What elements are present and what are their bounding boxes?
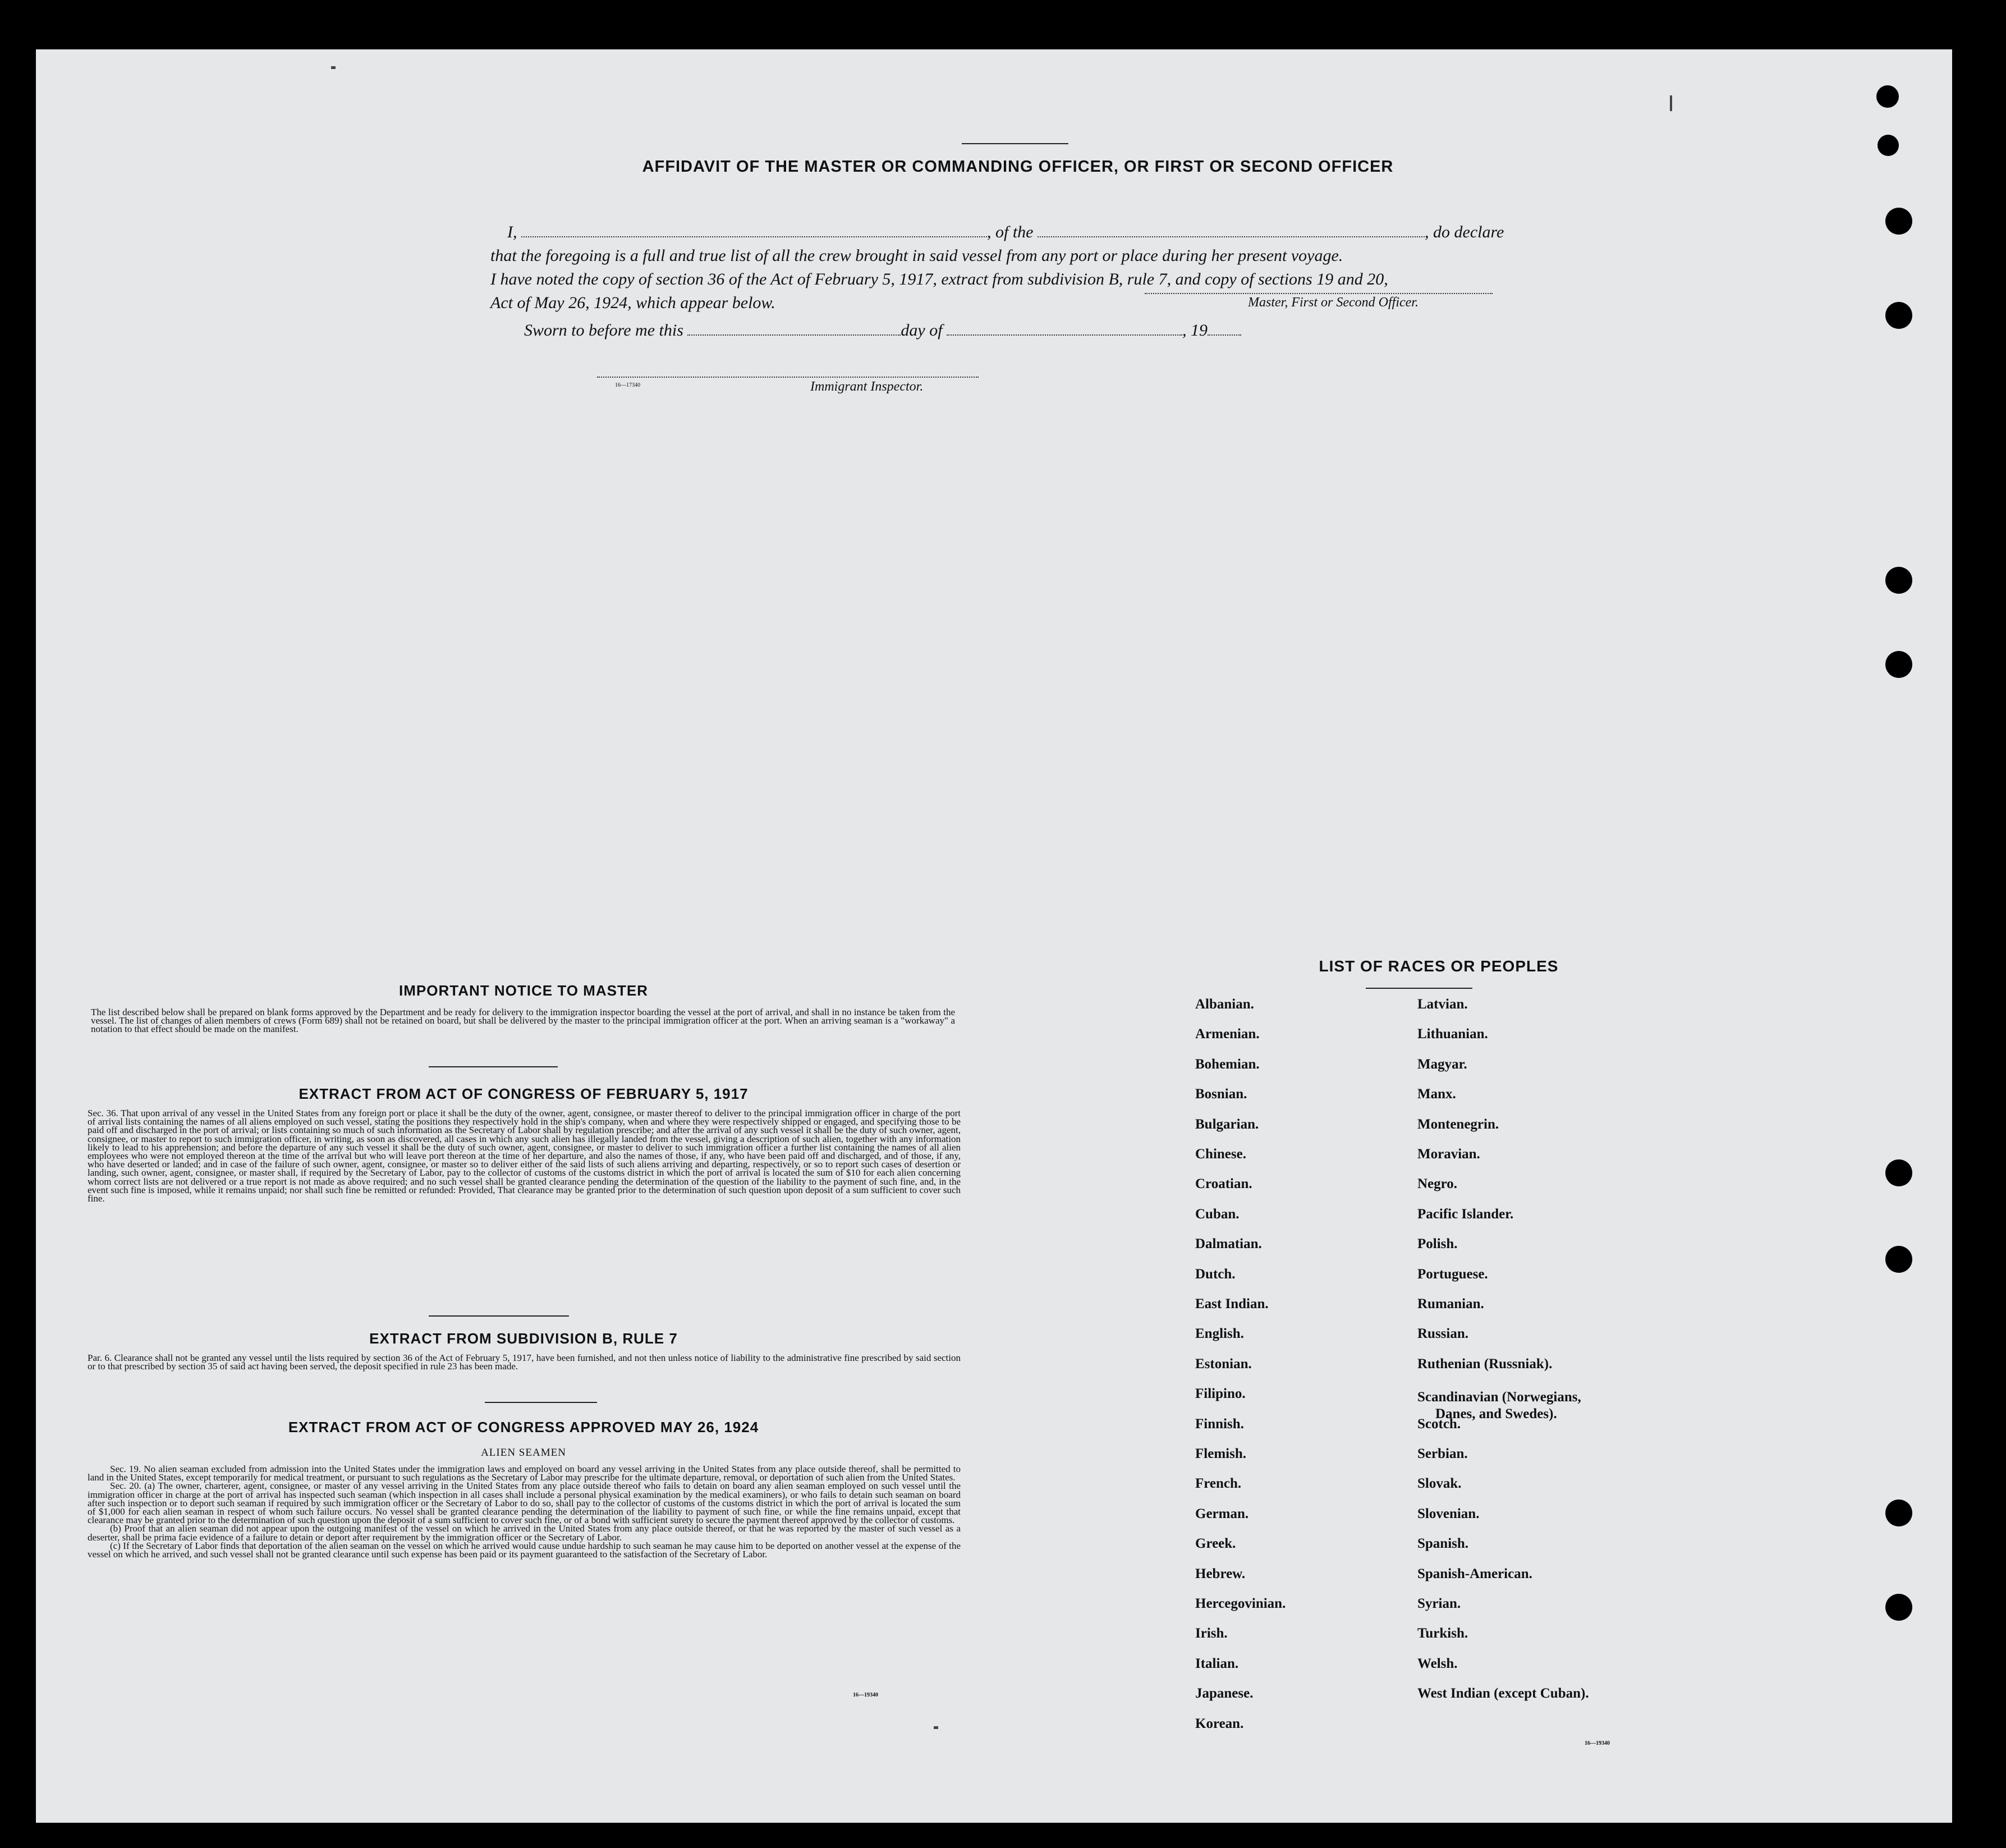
race-item: Magyar. (1417, 1056, 1467, 1072)
race-item: Slovenian. (1417, 1506, 1480, 1521)
race-item: Lithuanian. (1417, 1026, 1488, 1042)
race-item: West Indian (except Cuban). (1417, 1686, 1589, 1702)
affidavit-title: AFFIDAVIT OF THE MASTER OR COMMANDING OFFICER, OR FIRST OR SECOND OFFICER (642, 158, 1394, 176)
punch-hole (1878, 135, 1899, 156)
race-item: Rumanian. (1417, 1296, 1484, 1312)
i-label: I, (507, 223, 517, 241)
extract-rule7-text: Par. 6. Clearance shall not be granted any vessel until the lists required by section 36 of the Act of February 5, 1917, have been furnished, and not then unless notice of liability to the administrative fine prescribed by said section or to that prescribed by section 35 of said act having been served, the deposit specified in rule 23 has been made. (88, 1352, 961, 1372)
race-item: Portuguese. (1417, 1266, 1488, 1282)
sec-20b: (b) Proof that an alien seaman did not appear upon the outgoing manifest of the vessel on which he arrived in the United States from any place outside thereof, or that he was reported by the master of such vessel as a deserter, shall be prima facie evidence of a failure to detain or deport after requirement by the immigration officer or the Secretary of Labor. (88, 1523, 961, 1543)
race-item: Flemish. (1195, 1446, 1246, 1461)
race-item: Hebrew. (1195, 1566, 1246, 1581)
alien-seamen-subheading: ALIEN SEAMEN (481, 1447, 566, 1459)
race-item: Korean. (1195, 1716, 1244, 1731)
sec-20c: (c) If the Secretary of Labor finds that deportation of the alien seaman on the vessel on which he arrived would cause undue hardship to such seaman he may cause him to be deported on another vessel at the expense of the vessel on which he arrived, and such vessel shall not be granted clearance until such expense has been paid or its payment guaranteed to the satisfaction of the Secretary of Labor. (88, 1540, 961, 1560)
punch-hole (1885, 567, 1912, 594)
race-item: Armenian. (1195, 1026, 1260, 1042)
extract-rule7-heading: EXTRACT FROM SUBDIVISION B, RULE 7 (369, 1330, 678, 1347)
race-item: Filipino. (1195, 1386, 1246, 1402)
race-item: Bulgarian. (1195, 1116, 1259, 1132)
race-item: Welsh. (1417, 1656, 1458, 1671)
master-signature-label: Master, First or Second Officer. (1248, 295, 1419, 310)
race-item: Russian. (1417, 1326, 1469, 1342)
ink-mark (934, 1726, 938, 1729)
extract-1917-text: Sec. 36. That upon arrival of any vessel in the United States from any foreign port or place it shall be the duty of the owner, agent, consignee, or master thereof to deliver to the principal immigration officer in charge of the port of arrival lists containing the names of all aliens employed on such vessel, stating the positions they respectively hold in the ship's company, when and where they were respectively shipped or engaged, and specifying those to be paid off and discharged in the port of arrival; or lists containing so much of such information as the Secretary of Labor shall by regulation prescribe; and after the arrival of any such vessel it shall be the duty of such owner, agent, consignee, or master to report to such immigration officer, in writing, as soon as discovered, all cases in which any such alien has illegally landed from the vessel, giving a description of such alien, together with any information likely to lead to his apprehension; and before the departure of any such vessel it shall be the duty of such owner, agent, consignee, or master to deliver to such immigration officer a further list containing the names of all alien employees who were not employed thereon at the time of the arrival but who will leave port thereon at the time of her departure, and also the names of those, if any, who have been paid off and discharged, and of those, if any, who have deserted or landed; and in case of the failure of such owner, agent, consignee, or master so to deliver either of the said lists of such aliens arriving and departing, respectively, or so to report such cases of desertion or landing, such owner, agent, consignee, or master shall, if required by the Secretary of Labor, pay to the collector of customs of the customs district in which the port of arrival is located the sum of $10 for each alien concerning whom correct lists are not delivered or a true report is not made as above required; and no such vessel shall be granted clearance pending the determination of the question of the liability to the payment of such fine, and, in the event such fine is imposed, while it remains unpaid; nor shall such fine be remitted or refunded: Provided, That clearance may be granted prior to the determination of such question upon deposit of a sum sufficient to cover such fine. (88, 1108, 961, 1204)
sec-20a: Sec. 20. (a) The owner, charterer, agent, consignee, or master of any vessel arriving in the United States from any place outside thereof who fails to detain on board any alien seaman employed on such vessel until the immigration officer in charge at the port of arrival has inspected such seaman (which inspection in all cases shall include a personal physical examination by the medical examiners), or who fails to detain such seaman on board after such inspection or to deport such seaman if required by such immigration officer or the Secretary of Labor to do so, shall pay to the collector of customs of the customs district in which the port of arrival is located the sum of $1,000 for each alien seaman in respect of whom such failure occurs. No vessel shall be granted clearance pending the determination of the liability to payment of such fine, or while the fine remains unpaid, except that clearance may be granted prior to the determination of such question upon the deposit of a sum sufficient to cover such fine, or of a bond with sufficient surety to secure the payment thereof approved by the collector of customs. (88, 1480, 961, 1526)
race-item: East Indian. (1195, 1296, 1269, 1312)
year-label: , 19 (1182, 321, 1208, 340)
form-number: 16—19340 (853, 1692, 878, 1698)
race-item: Dutch. (1195, 1266, 1236, 1282)
inspector-signature-line (597, 377, 979, 378)
divider (1366, 988, 1472, 989)
sworn-line (490, 321, 1241, 340)
race-item: Chinese. (1195, 1147, 1246, 1162)
race-item: English. (1195, 1326, 1244, 1342)
race-item: Turkish. (1417, 1626, 1468, 1641)
extract-1924-text (88, 1465, 961, 1558)
race-item: Albanian. (1195, 997, 1254, 1012)
race-item: Pacific Islander. (1417, 1206, 1514, 1222)
declaration-line-4: Act of May 26, 1924, which appear below. (490, 294, 775, 312)
race-item: Bohemian. (1195, 1056, 1260, 1072)
race-item: Spanish-American. (1417, 1566, 1532, 1581)
race-item: Latvian. (1417, 997, 1468, 1012)
extract-1917-heading: EXTRACT FROM ACT OF CONGRESS OF FEBRUARY 5, 1917 (299, 1085, 749, 1102)
race-item: Slovak. (1417, 1476, 1462, 1492)
race-item: Danes, and Swedes). (1435, 1406, 1557, 1422)
punch-hole (1885, 1594, 1912, 1621)
do-declare-label: , do declare (1425, 223, 1504, 241)
divider (962, 143, 1068, 144)
ink-mark (1670, 95, 1672, 111)
divider (485, 1402, 597, 1403)
form-number: 16—19340 (1585, 1740, 1610, 1746)
master-signature-line (1145, 293, 1493, 294)
punch-hole (1885, 302, 1912, 329)
punch-hole (1885, 1159, 1912, 1186)
form-number: 16—17340 (615, 382, 640, 388)
ink-mark (331, 66, 336, 69)
day-of-label: day of (901, 321, 943, 340)
punch-hole (1876, 85, 1899, 108)
punch-hole (1885, 1500, 1912, 1526)
race-item: Ruthenian (Russniak). (1417, 1356, 1553, 1372)
notice-heading: IMPORTANT NOTICE TO MASTER (399, 982, 648, 999)
race-item: Serbian. (1417, 1446, 1468, 1461)
race-item: Dalmatian. (1195, 1236, 1262, 1252)
race-item: Moravian. (1417, 1147, 1480, 1162)
race-item: Scotch. (1417, 1416, 1461, 1432)
sworn-label: Sworn to before me this (524, 321, 683, 340)
race-item: Bosnian. (1195, 1086, 1247, 1102)
race-item: Hercegovinian. (1195, 1596, 1286, 1611)
race-item: German. (1195, 1506, 1249, 1521)
divider (429, 1066, 558, 1067)
document-page (36, 49, 1952, 1823)
inspector-label: Immigrant Inspector. (810, 379, 924, 394)
race-item: Negro. (1417, 1176, 1458, 1192)
race-item: Manx. (1417, 1086, 1456, 1102)
race-item: Polish. (1417, 1236, 1458, 1252)
race-item: Scandinavian (Norwegians, (1417, 1390, 1581, 1405)
race-item: Croatian. (1195, 1176, 1252, 1192)
of-the-label: , of the (987, 223, 1034, 241)
race-item: Japanese. (1195, 1686, 1254, 1702)
race-item: French. (1195, 1476, 1242, 1492)
race-item: Cuban. (1195, 1206, 1240, 1222)
race-item: Italian. (1195, 1656, 1239, 1671)
race-item: Irish. (1195, 1626, 1228, 1641)
races-heading: LIST OF RACES OR PEOPLES (1319, 957, 1559, 975)
extract-1924-heading: EXTRACT FROM ACT OF CONGRESS APPROVED MAY 26, 1924 (288, 1419, 759, 1436)
race-item: Greek. (1195, 1536, 1236, 1552)
sec-19: Sec. 19. No alien seaman excluded from admission into the United States under the immigration laws and employed on board any vessel arriving in the United States from any place outside thereof, shall be permitted to land in the United States, except temporarily for medical treatment, or pursuant to such regulations as the Secretary of Labor may prescribe for the ultimate departure, removal, or deportation of such alien from the United States. (88, 1464, 961, 1483)
race-item: Estonian. (1195, 1356, 1252, 1372)
notice-text: The list described below shall be prepared on blank forms approved by the Department and be ready for delivery to the immigration inspector boarding the vessel at the port of arrival, and shall in no instance be taken from the vessel. The list of changes of alien members of crews (Form 689) shall not be retained on board, but shall be delivered by the master to the principal immigration officer at the port. When an arriving seaman is a "workaway" a notation to that effect should be made on the manifest. (91, 1007, 955, 1035)
race-item: Spanish. (1417, 1536, 1469, 1552)
race-item: Syrian. (1417, 1596, 1461, 1611)
race-item: Montenegrin. (1417, 1116, 1499, 1132)
punch-hole (1885, 1246, 1912, 1273)
divider (429, 1315, 569, 1317)
declaration-line-3: I have noted the copy of section 36 of the Act of February 5, 1917, extract from subdivision B, rule 7, and copy of sections 19 and 20, (490, 270, 1388, 288)
punch-hole (1885, 651, 1912, 678)
race-item: Finnish. (1195, 1416, 1244, 1432)
declaration-line-2: that the foregoing is a full and true list of all the crew brought in said vessel from any port or place during her present voyage. (490, 246, 1343, 265)
punch-hole (1885, 208, 1912, 235)
